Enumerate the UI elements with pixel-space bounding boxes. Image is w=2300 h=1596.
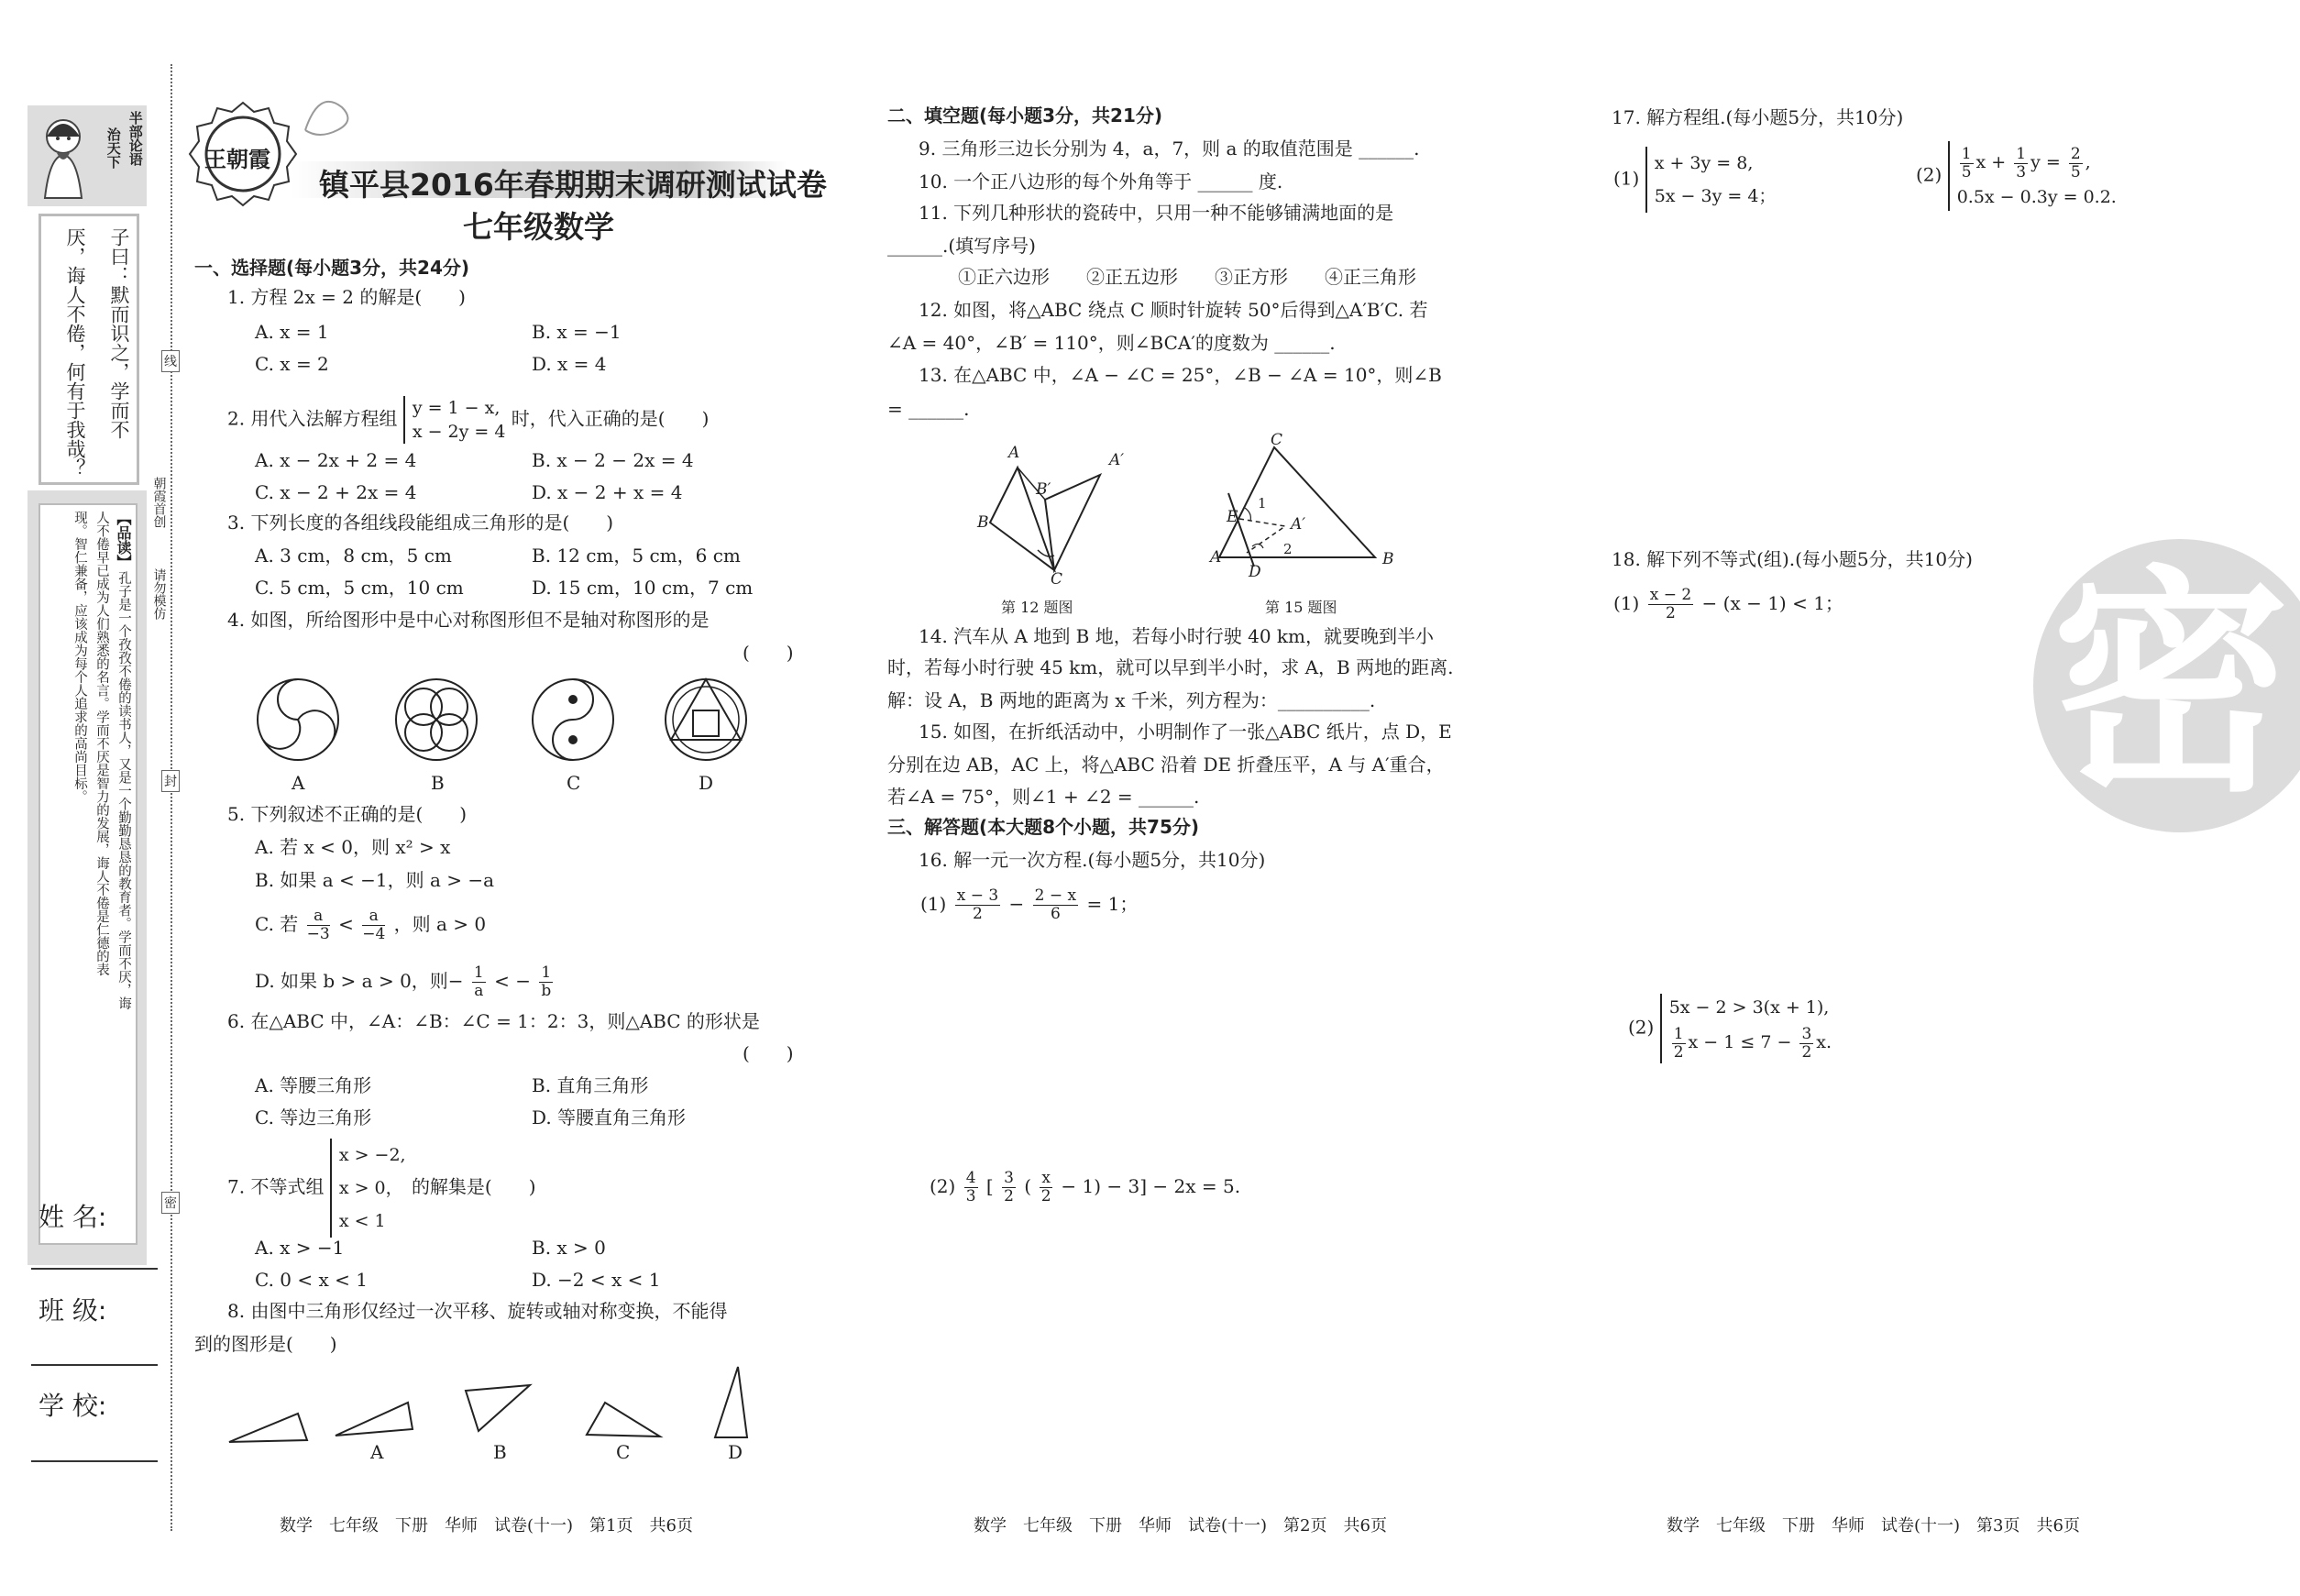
q16-p2-bracket: [ xyxy=(985,1175,994,1197)
q17-p2-f3-den: 5 xyxy=(2070,162,2081,182)
q16-stem: 16. 解一元一次方程.(每小题5分，共10分) xyxy=(919,849,1266,871)
reading-panel xyxy=(28,490,147,1265)
q7-option-a[interactable]: A. x > −1 xyxy=(255,1237,345,1259)
fig12-label-a1: A′ xyxy=(1109,451,1125,469)
q18-p2-l2b: x. xyxy=(1816,1032,1832,1052)
q3-stem: 3. 下列长度的各组线段能组成三角形的是( ) xyxy=(227,512,614,534)
q16-p2-frac-2 xyxy=(1002,1170,1016,1205)
sidebar-tag-left: 治天下 xyxy=(105,127,122,169)
q5-option-c[interactable] xyxy=(255,908,486,943)
watermark-glyph: 密 xyxy=(2052,547,2290,824)
school-field-label: 学 校: xyxy=(39,1391,107,1421)
q15-line-1: 15. 如图，在折纸活动中，小明制作了一张△ABC 纸片，点 D，E xyxy=(919,721,1452,743)
q17-p2-l1c: , xyxy=(2085,152,2091,172)
q5-c-f2-num: a xyxy=(362,908,385,926)
q2-system xyxy=(403,396,506,444)
q8-label-b[interactable]: B xyxy=(493,1441,507,1463)
q8-label-d[interactable]: D xyxy=(728,1441,743,1463)
section3-heading: 三、解答题(本大题8个小题，共75分) xyxy=(887,816,1200,838)
fig15-label-b: B xyxy=(1382,550,1394,568)
sidebar-header xyxy=(28,105,147,206)
q2-sys-line-2: x − 2y = 4 xyxy=(412,422,506,442)
q16-part-2 xyxy=(930,1170,1240,1205)
q17-part-2 xyxy=(1916,141,2117,211)
q2-sys-line-1: y = 1 − x, xyxy=(412,398,501,418)
fig15-label-d: D xyxy=(1249,563,1261,581)
q16-p1-pre: (1) xyxy=(920,893,947,915)
reading-col-1: 孔子是一个孜孜不倦的读书人，又是一个勤勤恳恳的教育者。学而不厌，诲 xyxy=(116,571,131,1010)
q2-stem xyxy=(227,396,709,444)
q17-p1-line-1: x + 3y = 8, xyxy=(1654,153,1754,173)
reading-col-3: 现。智仁兼备，应该成为每个人追求的高尚目标。 xyxy=(72,511,87,803)
q18-p2-frac-1 xyxy=(1672,1026,1686,1062)
q17-p2-line-1 xyxy=(1957,141,2117,183)
q17-p2-line-2: 0.5x − 0.3y = 0.2. xyxy=(1956,187,2117,207)
fig12-caption: 第 12 题图 xyxy=(1001,599,1073,616)
q8-label-a[interactable]: A xyxy=(370,1441,384,1463)
q1-option-b[interactable]: B. x = −1 xyxy=(532,321,622,343)
quote-box xyxy=(39,214,139,485)
q5-c-frac-1 xyxy=(307,908,330,943)
section2-heading: 二、填空题(每小题3分，共21分) xyxy=(887,105,1163,127)
q17-stem: 17. 解方程组.(每小题5分，共10分) xyxy=(1612,106,1904,128)
fig12-label-b: B xyxy=(977,513,989,532)
q7-sys-line-3: x < 1 xyxy=(338,1211,386,1231)
q18-p2-f2-num: 3 xyxy=(1801,1024,1812,1043)
q6-paren: ( ) xyxy=(743,1042,794,1064)
q8-triangle-c xyxy=(587,1403,660,1436)
q17-part-1 xyxy=(1613,147,1776,213)
q5-c-pre: C. 若 xyxy=(255,913,299,935)
q6-option-b[interactable]: B. 直角三角形 xyxy=(532,1074,649,1096)
q3-option-d[interactable]: D. 15 cm，10 cm，7 cm xyxy=(532,577,754,599)
q18-p2-pre: (2) xyxy=(1628,1016,1655,1039)
q10: 10. 一个正八边形的每个外角等于 ______ 度. xyxy=(919,171,1283,193)
q5-d-f1-num: 1 xyxy=(473,963,484,982)
q4-paren: ( ) xyxy=(743,642,794,664)
q7-stem-a: 7. 不等式组 xyxy=(227,1175,325,1198)
q6-option-a[interactable]: A. 等腰三角形 xyxy=(255,1074,372,1096)
q2-option-c[interactable]: C. x − 2 + 2x = 4 xyxy=(255,481,417,503)
confucius-portrait xyxy=(31,111,95,203)
q18-p1-f1-num: x − 2 xyxy=(1649,586,1692,604)
watermark-seal xyxy=(2033,539,2300,832)
binding-line xyxy=(171,64,172,1531)
q5-c-lt: < xyxy=(338,913,354,935)
reading-col-2: 人不倦早已成为人们熟悉的名言。学而不厌是智力的发展，诲人不倦是仁德的表 xyxy=(94,511,109,976)
name-field-line[interactable] xyxy=(31,1268,158,1270)
q2-option-a[interactable]: A. x − 2x + 2 = 4 xyxy=(255,449,417,471)
q11-line-1: 11. 下列几种形状的瓷砖中，只用一种不能够铺满地面的是 xyxy=(919,202,1394,224)
q1-stem: 1. 方程 2x = 2 的解是( ) xyxy=(227,286,466,308)
fig15-angle-1: 1 xyxy=(1258,495,1267,512)
q5-c-f2-den: −4 xyxy=(362,925,386,943)
q17-p2-f3-num: 2 xyxy=(2070,144,2081,163)
q18-p2-system xyxy=(1660,994,1832,1063)
q5-d-f1-den: a xyxy=(474,982,484,1000)
q16-p2-f1-den: 3 xyxy=(965,1187,976,1205)
q6-option-d[interactable]: D. 等腰直角三角形 xyxy=(532,1106,687,1128)
q4-label-c[interactable]: C xyxy=(567,772,581,794)
q4-figures xyxy=(248,674,779,765)
fig15-caption: 第 15 题图 xyxy=(1265,599,1337,616)
q8-stem-2: 到的图形是( ) xyxy=(194,1333,337,1355)
q18-p2-f1-num: 1 xyxy=(1673,1024,1684,1043)
q18-p2-line-2 xyxy=(1669,1021,1832,1063)
q4-stem: 4. 如图，所给图形中是中心对称图形但不是轴对称图形的是 xyxy=(227,609,710,631)
q16-p1-frac-1 xyxy=(955,887,1000,923)
brand-note-1: 朝霞首创 xyxy=(151,477,167,528)
q17-p2-f1-num: 1 xyxy=(1961,144,1972,163)
q5-c-f1-den: −3 xyxy=(306,925,330,943)
q7-option-c[interactable]: C. 0 < x < 1 xyxy=(255,1269,368,1291)
q18-p1-f1-den: 2 xyxy=(1666,604,1676,622)
q16-p2-f2-den: 2 xyxy=(1004,1187,1014,1205)
q17-p2-f2-num: 1 xyxy=(2016,144,2027,163)
q1-option-c[interactable]: C. x = 2 xyxy=(255,353,329,375)
section1-heading: 一、选择题(每小题3分，共24分) xyxy=(194,257,470,279)
q16-p1-post: = 1； xyxy=(1086,893,1139,915)
q5-stem: 5. 下列叙述不正确的是( ) xyxy=(227,803,468,825)
q3-option-a[interactable]: A. 3 cm，8 cm，5 cm xyxy=(255,545,452,567)
fig12-label-b1: B′ xyxy=(1036,480,1051,499)
q7-stem xyxy=(227,1139,536,1238)
q6-stem: 6. 在△ABC 中，∠A：∠B：∠C = 1：2：3，则△ABC 的形状是 xyxy=(227,1010,760,1032)
footer-page-3: 数学 七年级 下册 华师 试卷(十一) 第3页 共6页 xyxy=(1667,1516,2080,1535)
seal-feng: 封 xyxy=(161,770,180,792)
q8-triangle-d xyxy=(715,1367,747,1437)
quote-line-1: 子曰：默而识之，学而不 xyxy=(108,227,130,439)
q16-p1-f2-den: 6 xyxy=(1050,905,1061,923)
q15-line-3: 若∠A = 75°，则∠1 + ∠2 = ______. xyxy=(887,786,1200,808)
q5-d-f2-den: b xyxy=(541,982,552,1000)
reading-box xyxy=(39,503,138,1245)
seal-xian: 线 xyxy=(161,350,180,372)
q5-d-mid: < − xyxy=(494,970,531,992)
sidebar-tag-right: 半部论语 xyxy=(127,111,144,166)
reading-title: 【品读】 xyxy=(115,511,132,569)
q16-p2-f3-num: x xyxy=(1041,1169,1051,1187)
q2-stem-a: 2. 用代入法解方程组 xyxy=(227,407,398,430)
q16-p2-paren: ( xyxy=(1024,1175,1032,1197)
fig15-label-e: E xyxy=(1227,508,1238,526)
q14-line-2: 时，若每小时行驶 45 km，就可以早到半小时，求 A，B 两地的距离. xyxy=(887,656,1454,678)
name-field-label: 姓 名: xyxy=(39,1202,107,1232)
fig15-angle-2: 2 xyxy=(1283,541,1293,557)
q18-p1-post: − (x − 1) < 1； xyxy=(1701,592,1843,614)
q18-p1-pre: (1) xyxy=(1613,592,1640,614)
q16-p2-pre: (2) xyxy=(930,1175,956,1197)
fig15-label-a1: A′ xyxy=(1291,515,1306,534)
q8-stem-1: 8. 由图中三角形仅经过一次平移、旋转或轴对称变换，不能得 xyxy=(227,1300,728,1322)
q16-p2-frac-1 xyxy=(964,1170,978,1205)
q14-line-3: 解：设 A，B 两地的距离为 x 千米，列方程为：__________. xyxy=(887,689,1376,711)
q16-p1-mid: − xyxy=(1008,893,1025,915)
q17-p2-system xyxy=(1948,141,2117,211)
page-title: 镇平县2016年春期期末调研测试试卷 xyxy=(319,167,827,203)
q7-system xyxy=(330,1139,406,1238)
q7-sys-line-2: x > 0， xyxy=(338,1178,403,1198)
q8-triangle-b xyxy=(466,1385,530,1431)
q13-line-2: = ______. xyxy=(887,398,970,420)
q17-p2-pre: (2) xyxy=(1916,163,1942,186)
q5-d-pre: D. 如果 b > a > 0，则− xyxy=(255,970,464,992)
q16-p1-frac-2 xyxy=(1033,887,1078,923)
q17-p2-frac-2 xyxy=(2014,146,2028,182)
q14-line-1: 14. 汽车从 A 地到 B 地，若每小时行驶 40 km，就要晚到半小 xyxy=(919,625,1434,647)
class-field-line[interactable] xyxy=(31,1364,158,1366)
q18-stem: 18. 解下列不等式(组).(每小题5分，共10分) xyxy=(1612,548,1973,570)
q11-line-2: ______.(填写序号) xyxy=(887,235,1036,257)
q7-option-b[interactable]: B. x > 0 xyxy=(532,1237,606,1259)
quote-line-2: 厌，诲人不倦，何有于我哉？ xyxy=(64,227,86,478)
q4-label-d[interactable]: D xyxy=(699,772,714,794)
footer-page-2: 数学 七年级 下册 华师 试卷(十一) 第2页 共6页 xyxy=(974,1516,1387,1535)
q5-option-b[interactable]: B. 如果 a < −1，则 a > −a xyxy=(255,869,495,891)
q4-figure-a xyxy=(258,679,338,760)
q4-figure-d xyxy=(666,679,746,760)
q8-triangle-a xyxy=(336,1403,413,1436)
q2-stem-b: 时，代入正确的是( ) xyxy=(511,407,710,430)
q6-option-c[interactable]: C. 等边三角形 xyxy=(255,1106,372,1128)
sidebar xyxy=(28,105,151,1160)
q8-label-c[interactable]: C xyxy=(616,1441,631,1463)
q4-label-a[interactable]: A xyxy=(292,772,305,794)
q5-c-f1-num: a xyxy=(307,908,330,926)
q4-figure-b xyxy=(396,679,477,760)
q17-p2-frac-1 xyxy=(1960,146,1974,182)
q4-label-b[interactable]: B xyxy=(431,772,445,794)
fig12-label-c: C xyxy=(1051,570,1063,589)
school-field-line[interactable] xyxy=(31,1460,158,1462)
figure-15 xyxy=(1210,438,1384,576)
q5-option-a[interactable]: A. 若 x < 0，则 x² > x xyxy=(255,836,451,858)
q5-option-d[interactable] xyxy=(255,964,556,1000)
q8-original-triangle xyxy=(229,1414,307,1442)
q3-option-c[interactable]: C. 5 cm，5 cm，10 cm xyxy=(255,577,464,599)
q17-p2-l1a: x + xyxy=(1975,152,2007,172)
class-field-label: 班 级: xyxy=(39,1295,107,1326)
q18-part-2 xyxy=(1628,994,1832,1063)
q2-option-d[interactable]: D. x − 2 + x = 4 xyxy=(532,481,683,503)
footer-page-1: 数学 七年级 下册 华师 试卷(十一) 第1页 共6页 xyxy=(280,1516,693,1535)
q16-p2-frac-3 xyxy=(1040,1170,1052,1205)
q9: 9. 三角形三边长分别为 4，a，7，则 a 的取值范围是 ______. xyxy=(919,138,1420,160)
q12-line-2: ∠A = 40°，∠B′ = 110°，则∠BCA′的度数为 ______. xyxy=(887,332,1336,354)
q1-option-d[interactable]: D. x = 4 xyxy=(532,353,607,375)
q18-p2-f1-den: 2 xyxy=(1673,1042,1684,1062)
q5-d-f2-num: 1 xyxy=(541,963,552,982)
q16-part-1 xyxy=(920,887,1138,923)
fig15-label-c: C xyxy=(1271,431,1283,449)
seal-mi: 密 xyxy=(161,1192,180,1214)
q16-p1-f1-num: x − 3 xyxy=(956,886,999,905)
q17-p1-line-2: 5x − 3y = 4； xyxy=(1654,186,1777,206)
q5-d-frac-1 xyxy=(472,964,486,1000)
q16-p1-f1-den: 2 xyxy=(973,905,983,923)
q7-stem-b: 的解集是( ) xyxy=(411,1175,536,1198)
q16-p2-f1-num: 4 xyxy=(965,1169,976,1187)
q16-p2-post: − 1) − 3] − 2x = 5. xyxy=(1061,1175,1241,1197)
q16-p2-f2-num: 3 xyxy=(1004,1169,1014,1187)
subject-title: 七年级数学 xyxy=(463,209,614,245)
q17-p1-system xyxy=(1645,147,1777,213)
q18-part-1 xyxy=(1613,587,1843,622)
q7-sys-line-1: x > −2, xyxy=(338,1145,406,1165)
q16-p1-f2-num: 2 − x xyxy=(1034,886,1077,905)
q11-options: ①正六边形 ②正五边形 ③正方形 ④正三角形 xyxy=(958,266,1416,288)
q2-option-b[interactable]: B. x − 2 − 2x = 4 xyxy=(532,449,694,471)
q4-figure-c xyxy=(533,679,613,760)
q13-line-1: 13. 在△ABC 中，∠A − ∠C = 25°，∠B − ∠A = 10°，则∠B xyxy=(919,364,1442,386)
q18-p1-frac-1 xyxy=(1648,587,1693,622)
q5-c-post: ，则 a > 0 xyxy=(393,913,487,935)
q17-p2-f1-den: 5 xyxy=(1961,162,1972,182)
q1-option-a[interactable]: A. x = 1 xyxy=(255,321,329,343)
q17-p2-f2-den: 3 xyxy=(2016,162,2027,182)
q17-p1-pre: (1) xyxy=(1613,167,1640,190)
q5-c-frac-2 xyxy=(362,908,385,943)
q18-p2-l2a: x − 1 ≤ 7 − xyxy=(1688,1032,1792,1052)
q15-line-2: 分别在边 AB，AC 上，将△ABC 沿着 DE 折叠压平，A 与 A′重合， xyxy=(887,754,1445,776)
q3-option-b[interactable]: B. 12 cm，5 cm，6 cm xyxy=(532,545,741,567)
q17-p2-l1b: y = xyxy=(2030,152,2061,172)
q18-p2-f2-den: 2 xyxy=(1801,1042,1812,1062)
brand-note-2: 请勿模仿 xyxy=(151,568,167,620)
fig12-label-a: A xyxy=(1008,444,1020,462)
q18-p2-frac-2 xyxy=(1799,1026,1813,1062)
ribbon-decoration xyxy=(301,94,365,149)
q18-p2-line-1: 5x − 2 > 3(x + 1), xyxy=(1668,997,1830,1018)
q12-line-1: 12. 如图，将△ABC 绕点 C 顺时针旋转 50°后得到△A′B′C. 若 xyxy=(919,299,1428,321)
fig15-label-a: A xyxy=(1210,548,1222,567)
q7-option-d[interactable]: D. −2 < x < 1 xyxy=(532,1269,661,1291)
q16-p2-f3-den: 2 xyxy=(1040,1187,1051,1205)
logo-text: 王朝霞 xyxy=(204,146,270,172)
q5-d-frac-2 xyxy=(539,964,553,1000)
q17-p2-frac-3 xyxy=(2069,146,2083,182)
